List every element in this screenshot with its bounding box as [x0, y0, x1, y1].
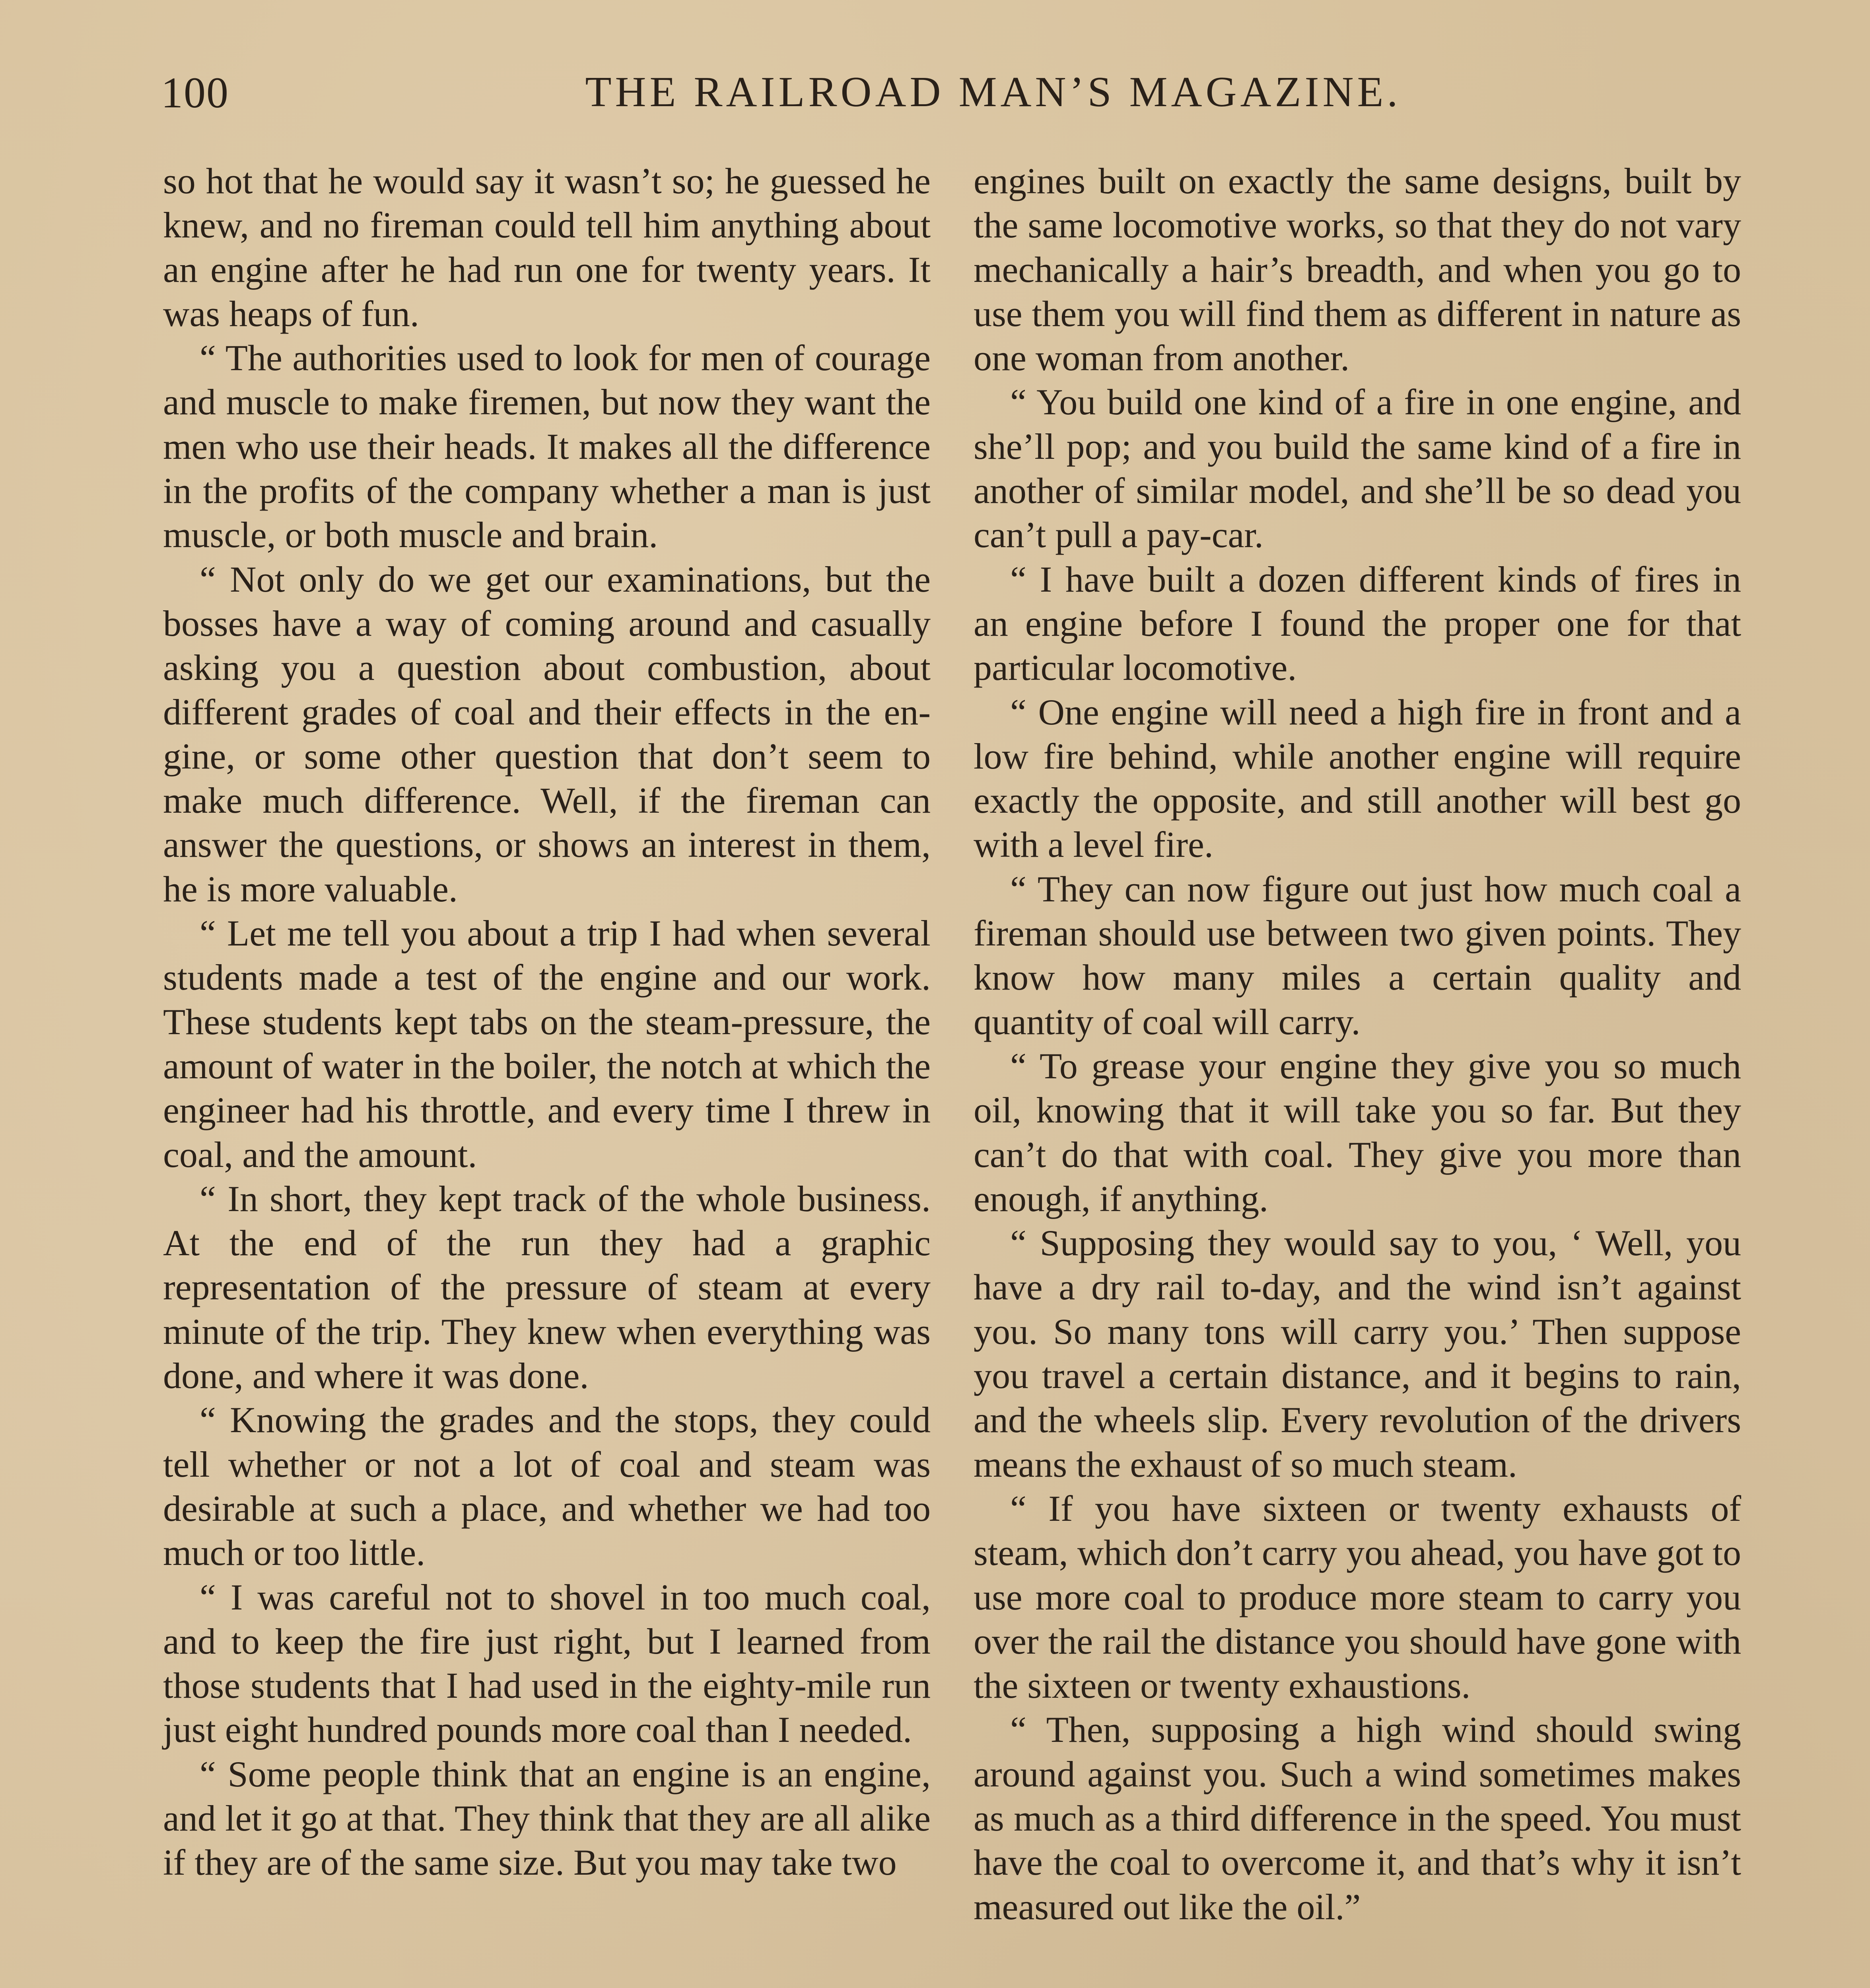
paragraph: engines built on exactly the same designs, built by the same locomotive works, so that they do not vary mechanically a hair’s breadth, and when you go to use them you will find them as different in nature as one woman from another.	[974, 161, 1741, 379]
paragraph: “ I was careful not to shovel in too much coal, and to keep the fire just right, but I learned from those students that I had used in the eighty-mile run just eight hundred pounds more coal than I needed.	[163, 1576, 931, 1750]
text-column-right	[974, 159, 1741, 1929]
paragraph: “ In short, they kept track of the whole business. At the end of the run they had a graphic representation of the pressure of steam at every minute of the trip. They knew when everything was done, and where it was done.	[163, 1178, 931, 1396]
paragraph: “ To grease your engine they give you so much oil, knowing that it will take you so far. But they can’t do that with coal. They give you more than enough, if anything.	[974, 1045, 1741, 1219]
paragraph: “ Supposing they would say to you, ‘ Well, you have a dry rail to-day, and the wind isn’t against you. So many tons will carry you.’ Then suppose you travel a certain distance, and it begins to rain, and the wheels slip. Every revolution of the drivers means the exhaust of so much steam.	[974, 1223, 1741, 1485]
paragraph: “ The authorities used to look for men of courage and muscle to make firemen, but now they want the men who use their heads. It makes all the difference in the profits of the company whether a man is just muscle, or both muscle and brain.	[163, 338, 931, 555]
paragraph: “ They can now figure out just how much coal a fireman should use between two given points. They know how many miles a certain quality and quantity of coal will carry.	[974, 868, 1741, 1042]
paragraph: “ I have built a dozen different kinds of fires in an engine before I found the proper one for that particular locomotive.	[974, 559, 1741, 688]
paragraph: “ Then, supposing a high wind should swing around against you. Such a wind sometimes makes as much as a third difference in the speed. You must have the coal to overcome it, and that’s why it isn’t measured out like the oil.”	[974, 1709, 1741, 1927]
magazine-title: THE RAILROAD MAN’S MAGAZINE.	[585, 68, 1402, 116]
text-column-left	[163, 159, 931, 1885]
paragraph: “ Not only do we get our examinations, but the bosses have a way of coming around and casually asking you a question about combustion, about different grades of coal and their effects in the engine, or some other question that don’t seem to make much difference. Well, if the fireman can answer the questions, or shows an interest in them, he is more valuable.	[163, 559, 931, 909]
paragraph: “ Some people think that an engine is an engine, and let it go at that. They think that they are all alike if they are of the same size. But you may take two	[163, 1753, 931, 1883]
page-header	[161, 68, 1746, 127]
paragraph: so hot that he would say it wasn’t so; he guessed he knew, and no fireman could tell him anything about an engine after he had run one for twenty years. It was heaps of fun.	[163, 161, 931, 334]
paragraph: “ You build one kind of a fire in one engine, and she’ll pop; and you build the same kind of a fire in another of similar model, and she’ll be so dead you can’t pull a pay-car.	[974, 382, 1741, 555]
paragraph: “ Let me tell you about a trip I had when several students made a test of the engine and our work. These students kept tabs on the steam-pressure, the amount of water in the boiler, the notch at which the engineer had his throttle, and every time I threw in coal, and the amount.	[163, 913, 931, 1175]
paragraph: “ Knowing the grades and the stops, they could tell whether or not a lot of coal and steam was desirable at such a place, and whether we had too much or too little.	[163, 1400, 931, 1573]
paragraph: “ One engine will need a high fire in front and a low fire behind, while another engine will require exactly the opposite, and still another will best go with a level fire.	[974, 691, 1741, 865]
paragraph: “ If you have sixteen or twenty exhausts of steam, which don’t carry you ahead, you have got to use more coal to produce more steam to carry you over the rail the distance you should have gone with the sixteen or twenty exhaustions.	[974, 1488, 1741, 1706]
page-number: 100	[161, 68, 229, 117]
